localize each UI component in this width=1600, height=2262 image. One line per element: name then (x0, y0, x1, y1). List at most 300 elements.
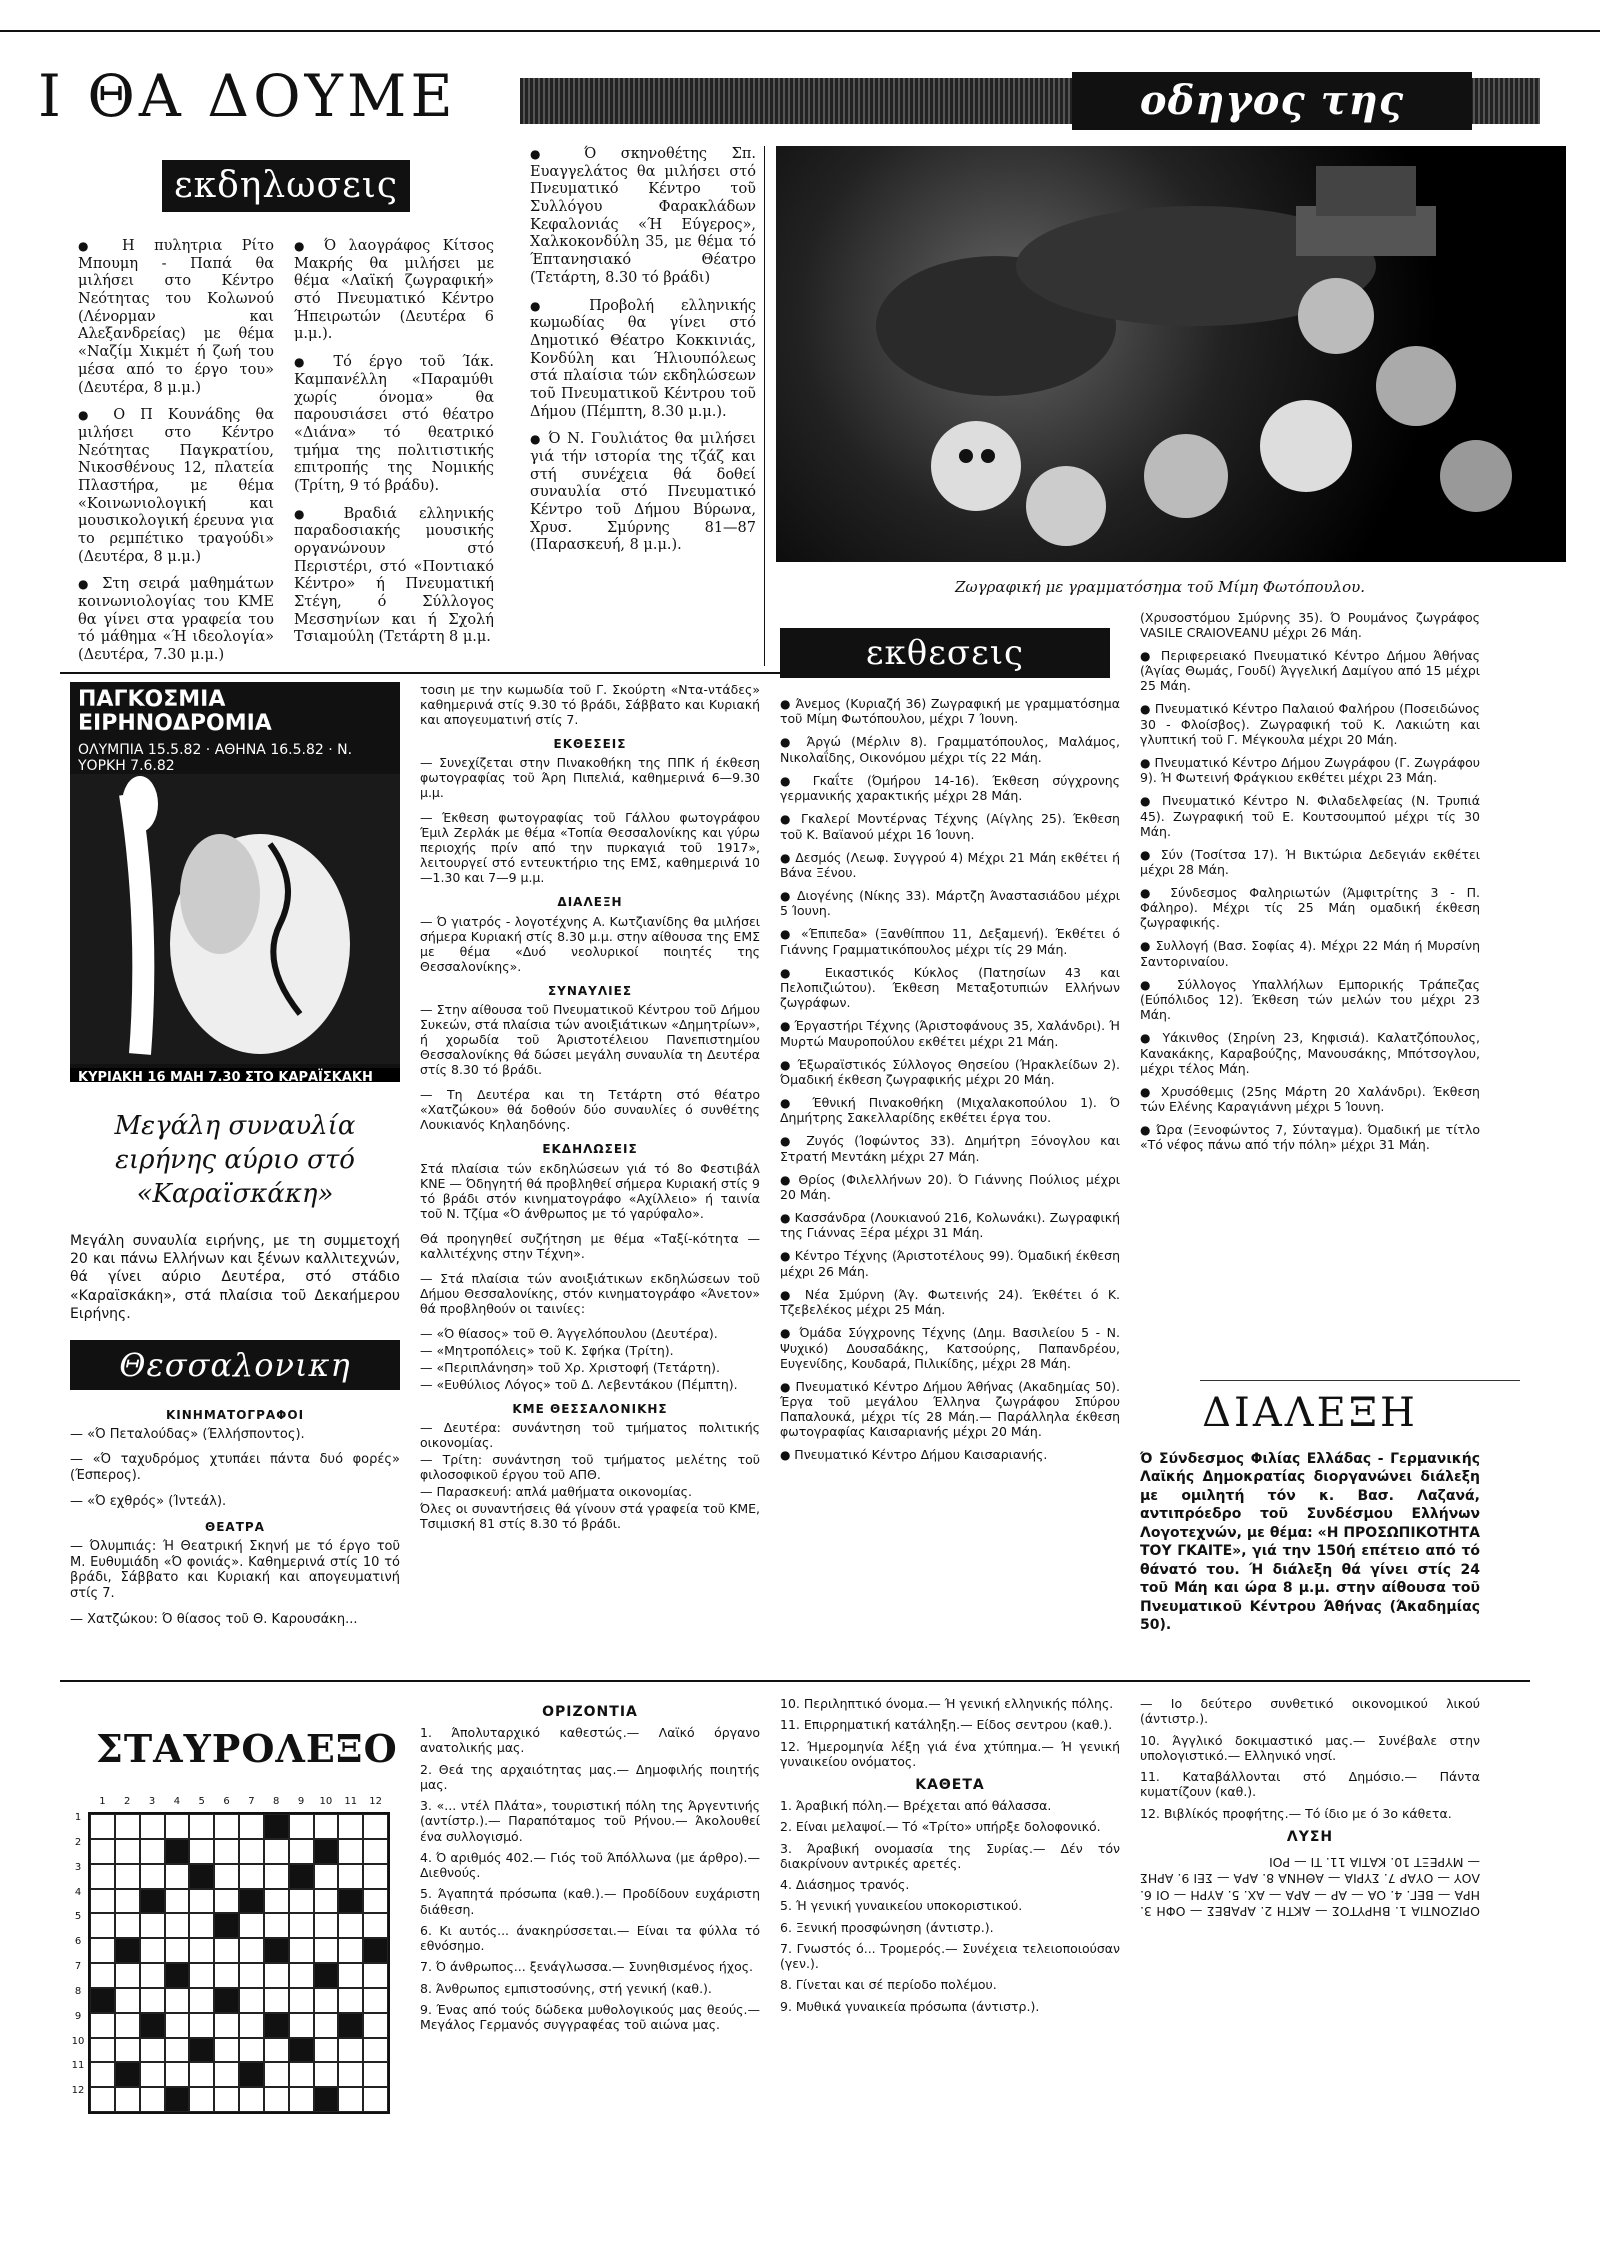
heading-cinemas: ΚΙΝΗΜΑΤΟΓΡΑΦΟΙ (165, 1408, 305, 1422)
crossword-cell[interactable] (239, 1963, 264, 1988)
clue: 9. Μυθικά γυναικεία πρόσωπα (άντιστρ.). (780, 1998, 1040, 2014)
crossword-number: 1 (74, 1812, 82, 1823)
crossword-cell[interactable] (165, 1938, 190, 1963)
crossword-block (165, 2087, 190, 2112)
listing-item: — Τη Δευτέρα και τη Τετάρτη στό θέατρο «Χατζώκου» θά δοθούν δύο συναυλίες ό συνθέτης Λουκιανός Κηλαηδόνης. (420, 1087, 760, 1133)
crossword-block (239, 1889, 264, 1914)
clue: 4. Διάσημος τρανός. (780, 1877, 910, 1893)
listing-item: — Στην αίθουσα τοῦ Πνευματικοῦ Κέντρου τοῦ Δήμου Συκεών, στά πλαίσια τών ανοιξιάτικων «Δημητρίων», ή χορωδία τοῦ Άριστοτέλειου Πανεπιστημίου Θεσσαλονίκης θά δώσει μεγάλη συναυλία τη Δευτέρα στίς 8.30 τό βράδι. (420, 1002, 760, 1078)
events-column-2 (294, 238, 494, 657)
crossword-cell[interactable] (363, 1913, 388, 1938)
crossword-cell[interactable] (289, 1938, 314, 1963)
crossword-cell[interactable] (214, 2013, 239, 2038)
runner-illustration (70, 774, 400, 1064)
event-item: ● Βραδιά ελληνικής παραδοσιακής μουσικής οργανώνουν στό Περιστέρι, στό «Ποντιακό Κέντρο» ή Πνευματική Στέγη, ό Σύλλογος Μεσσηνίων και ή Σχολή Τσιαμούλη (Τετάρτη 8 μ.μ. (294, 506, 494, 648)
crossword-cell[interactable] (214, 1963, 239, 1988)
listing-item: — Έκθεση φωτογραφίας τοῦ Γάλλου φωτογράφου Έμιλ Ζερλάκ με θέμα «Τοπία Θεσσαλονίκης και γύρω περιοχής πρίν από την πυρκαγιά τοῦ 1917», λειτουργεί στό εντευκτήριο της ΕΜΣ, καθημερινά 10—1.30 και 7—9 μ.μ. (420, 810, 760, 886)
crossword-cell[interactable] (140, 2038, 165, 2063)
crossword-cell[interactable] (115, 1814, 140, 1839)
exhibition-item: ● Σύλλογος Υπαλλήλων Εμπορικής Τράπεζας (Εύπόλιδος 12). Έκθεση τών μελών του μέχρι 23 Μάη. (1140, 977, 1480, 1022)
crossword-cell[interactable] (189, 1814, 214, 1839)
crossword-cell[interactable] (140, 1988, 165, 2013)
crossword-cell[interactable] (264, 1913, 289, 1938)
crossword-cell[interactable] (338, 1988, 363, 2013)
crossword-block (214, 1913, 239, 1938)
crossword-number: 4 (74, 1886, 82, 1898)
crossword-cell[interactable] (214, 1889, 239, 1914)
crossword-cell[interactable] (140, 2062, 165, 2087)
crossword-rule (60, 1680, 1530, 1682)
crossword-cell[interactable] (363, 2062, 388, 2087)
crossword-cell[interactable] (264, 1839, 289, 1864)
crossword-block (214, 1988, 239, 2013)
crossword-number: 12 (369, 1796, 382, 1807)
exhibition-item: ● Πνευματικό Κέντρο Δήμου Άθήνας (Ακαδημίας 50). Έργα τοῦ μεγάλου Έλληνα ζωγράφου Σπύρου Παπαλουκά, μέχρι τίς 28 Μάη.— Παράλληλα έκθεση φωτογραφίας Καισαριανής μέχρι 20 Μάη. (780, 1379, 1120, 1439)
page-title: Ι ΘΑ ΔΟΥΜΕ (38, 62, 457, 130)
crossword-across-clues (420, 1696, 760, 2038)
clue: 6. Κι αυτός... άνακηρύσσεται.— Είναι τα φύλλα τό εθνόσημο. (420, 1922, 760, 1954)
section-banner-thessaloniki: Θεσσαλονικη (70, 1340, 400, 1390)
crossword-cell[interactable] (90, 1889, 115, 1914)
heading-concerts: ΣΥΝΑΥΛΙΕΣ (547, 983, 633, 998)
exhibitions-column-1 (780, 696, 1120, 1470)
crossword-cell[interactable] (189, 2013, 214, 2038)
clue: 2. Είναι μελαψοί.— Τό «Τρίτο» υπήρξε δολοφονικό. (780, 1819, 1101, 1835)
crossword-number: 7 (74, 1961, 82, 1972)
exhibition-item: ● Πνευματικό Κέντρο Παλαιού Φαλήρου (Ποσειδώνος 30 - Φλοίσβος). Ζωγραφική τοῦ Κ. Λακιώτη και γλυπτική τοῦ Γ. Μέγκουλα μέχρι 20 Μάη. (1140, 701, 1480, 746)
section-rule (60, 672, 780, 674)
crossword-cell[interactable] (140, 2087, 165, 2112)
crossword-cell[interactable] (289, 1889, 314, 1914)
crossword-block (115, 1938, 140, 1963)
clue: 11. Καταβάλλονται στό Δημόσιο.— Πάντα κυματίζουν (καθ.). (1140, 1769, 1480, 1800)
crossword-cell[interactable] (264, 2038, 289, 2063)
exhibition-item: (Χρυσοστόμου Σμύρνης 35). Ό Ρουμάνος ζωγράφος VASILE CRAIOVEANU μέχρι 26 Μάη. (1140, 610, 1480, 640)
crossword-cell[interactable] (115, 2013, 140, 2038)
crossword-cell[interactable] (363, 1839, 388, 1864)
clue: 3. «... ντέλ Πλάτα», τουριστική πόλη της Άργεντινής (αντίστρ.).— Παραπόταμος τοῦ Ρήνου.— Άκολουθεί ένα συλλογισμό. (420, 1798, 760, 1844)
crossword-cell[interactable] (363, 1889, 388, 1914)
crossword-cell[interactable] (314, 2038, 339, 2063)
crossword-cell[interactable] (115, 1889, 140, 1914)
listing-item: — «Ευθύλιος Λόγος» τοῦ Δ. Λεβεντάκου (Πέμπτη). (420, 1376, 738, 1392)
crossword-block (264, 2013, 289, 2038)
exhibition-item: ● Έργαστήρι Τέχνης (Άριστοφάνους 35, Χαλάνδρι). Ή Μυρτώ Μαυροπούλου εκθέτει μέχρι 21 Μάη. (780, 1018, 1120, 1048)
crossword-cell[interactable] (289, 1963, 314, 1988)
crossword-cell[interactable] (314, 2013, 339, 2038)
crossword-number: 11 (71, 2060, 85, 2072)
clue: 3. Άραβική ονομασία της Συρίας.— Δέν τόν διακρίνουν αντρικές αρετές. (780, 1840, 1120, 1871)
crossword-cell[interactable] (115, 1864, 140, 1889)
exhibition-item: ● Διογένης (Νίκης 33). Μάρτζη Άναστασιάδου μέχρι 5 Ίουνη. (780, 888, 1120, 918)
crossword-cell[interactable] (239, 1864, 264, 1889)
event-item: ● Ο Π Κουνάδης θα μιλήσει στο Κέντρο Νεότητας Παγκρατίου, Νικοσθένους 12, πλατεία Πλαστήρα, με θέμα «Κοινωνιολογική και μουσικολογική έρευνα για το ρεμπέτικο τραγούδι» (Δευτέρα, 8 μ.μ.) (78, 407, 274, 566)
clue: 5. Ή γενική γυναικείου υποκοριστικού. (780, 1898, 1023, 1914)
crossword-cell[interactable] (338, 2038, 363, 2063)
crossword-cell[interactable] (214, 1864, 239, 1889)
crossword-block (140, 2013, 165, 2038)
crossword-cell[interactable] (363, 1963, 388, 1988)
crossword-cell[interactable] (264, 2087, 289, 2112)
crossword-cell[interactable] (338, 2087, 363, 2112)
clue: 11. Επιρρηματική κατάληξη.— Είδος σεντρου (καθ.). (780, 1717, 1113, 1733)
heading-exhibitions: ΕΚΘΕΣΕΙΣ (553, 737, 627, 751)
crossword-number: 1 (99, 1796, 106, 1807)
crossword-cell[interactable] (90, 1913, 115, 1938)
thessaloniki-left-column (70, 1400, 400, 1638)
crossword-cell[interactable] (189, 1988, 214, 2013)
crossword-cell[interactable] (338, 1864, 363, 1889)
event-item: ● Ό σκηνοθέτης Σπ. Ευαγγελάτος θα μιλήσει στό Πνευματικό Κέντρο τοῦ Συλλόγου Φαρακλάδων Κεφαλονιάς «Ή Εύγερος», Χαλκοκονδύλη 35, με θέμα τό Έπτανησιακό Θέατρο (Τετάρτη, 8.30 τό βράδι) (530, 146, 756, 288)
photo-caption: Ζωγραφική με γραμματόσημα τοῦ Μίμη Φωτόπουλου. (954, 578, 1366, 596)
crossword-cell[interactable] (289, 2013, 314, 2038)
crossword-block (363, 1938, 388, 1963)
section-banner-ektheseis: εκθεσεις (780, 628, 1110, 678)
crossword-cell[interactable] (115, 1963, 140, 1988)
crossword-cell[interactable] (140, 1864, 165, 1889)
crossword-block (338, 1889, 363, 1914)
crossword-cell[interactable] (90, 2038, 115, 2063)
section-banner-ekdiloseis: εκδηλωσεις (162, 160, 410, 212)
event-item: ● Ό Ν. Γουλιάτος θα μιλήσει γιά τήν ιστορία της τζάζ και στή συνέχεια θά δοθεί συναυλία στό Πνευματικό Κέντρο τοῦ Δήμου Βύρωνα, Χρυσ. Σμύρνης 81—87 (Παρασκευή, 8 μ.μ.). (530, 431, 756, 555)
exhibition-item: ● Πνευματικό Κέντρο Ν. Φιλαδελφείας (Ν. Τρυπιά 45). Ζωγραφική τοῦ Ε. Κουτσουμπού μέχρι τίς 30 Μάη. (1140, 793, 1480, 838)
crossword-number: 2 (124, 1796, 131, 1807)
crossword-block (165, 1839, 190, 1864)
exhibition-item: ● Σύν (Τοσίτσα 17). Ή Βικτώρια Δεδεγιάν εκθέτει μέχρι 28 Μάη. (1140, 847, 1480, 877)
crossword-cell[interactable] (115, 2087, 140, 2112)
crossword-cell[interactable] (90, 2062, 115, 2087)
listing-item: — «Ό Πεταλούδας» (Έλλήσποντος). (70, 1426, 305, 1442)
crossword-number: 2 (74, 1836, 82, 1848)
heading-across: ΟΡΙΖΟΝΤΙΑ (542, 1704, 638, 1720)
crossword-block (264, 1938, 289, 1963)
heading-solution: ΛΥΣΗ (1286, 1828, 1334, 1845)
exhibition-item: ● Όμάδα Σύγχρονης Τέχνης (Δημ. Βασιλείου 5 - Ν. Ψυχικό) Δουσαδάκης, Κατσούρης, Παπανδρέου, Ευγενίδης, Κουδαρά, Πιλικίδης, μέχρι 28 Μάη. (780, 1325, 1120, 1370)
exhibition-item: ● Έξωραϊστικός Σύλλογος Θησείου (Ήρακλείδων 2). Όμαδική έκθεση ζωγραφικής μέχρι 20 Μάη. (780, 1057, 1120, 1087)
crossword-number: 8 (273, 1796, 280, 1807)
crossword-cell[interactable] (165, 2038, 190, 2063)
events-column-1 (78, 238, 274, 675)
exhibition-item: ● Έθνική Πινακοθήκη (Μιχαλακοπούλου 1). Ό Δημήτρης Σακελλαρίδης εκθέτει έργα του. (780, 1095, 1120, 1125)
clue: 2. Θεά της αρχαιότητας μας.— Δημοφιλής ποιητής μας. (420, 1761, 760, 1792)
crossword-cell[interactable] (314, 1913, 339, 1938)
listing-item: — Δευτέρα: συνάντηση τοῦ τμήματος πολιτικής οικονομίας. (420, 1419, 760, 1450)
crossword-cell[interactable] (214, 1839, 239, 1864)
crossword-cell[interactable] (189, 1913, 214, 1938)
clue: — Ιο δεύτερο συνθετικό οικονομικού λικού (άντιστρ.). (1140, 1696, 1480, 1727)
crossword-cell[interactable] (239, 2087, 264, 2112)
crossword-cell[interactable] (165, 2062, 190, 2087)
crossword-cell[interactable] (115, 1988, 140, 2013)
crossword-cell[interactable] (140, 1963, 165, 1988)
crossword-number: 5 (198, 1796, 205, 1807)
column-divider (764, 146, 765, 666)
exhibition-item: ● Πνευματικό Κέντρο Δήμου Ζωγράφου (Γ. Ζωγράφου 9). Ή Φωτεινή Φράγκιου εκθέτει μέχρι 23 Μάη. (1140, 755, 1480, 785)
dialexi-rule (1200, 1380, 1520, 1381)
crossword-cell[interactable] (239, 1814, 264, 1839)
crossword-cell[interactable] (363, 2013, 388, 2038)
crossword-cell[interactable] (289, 1814, 314, 1839)
crossword-cell[interactable] (289, 2062, 314, 2087)
crossword-cell[interactable] (165, 1864, 190, 1889)
crossword-cell[interactable] (165, 1889, 190, 1914)
exhibition-item: ● Σύνδεσμος Φαληριωτών (Άμφιτρίτης 3 - Π. Φάληρο). Μέχρι τίς 25 Μάη ομαδική έκθεση ζωγραφικής. (1140, 885, 1480, 930)
crossword-number: 12 (71, 2085, 85, 2097)
listing-item: Στά πλαίσια τών εκδηλώσεων γιά τό 8ο Φεστιβάλ ΚΝΕ — Όδηγητή θά προβληθεί σήμερα Κυριακή στίς 9 τό βράδι στόν κινηματογράφο «Αχίλλειο» ή ταινία τοῦ Ν. Τζίμα «Ό άνθρωπος με τό γαρύφαλο». (420, 1160, 760, 1221)
crossword-column-numbers (90, 1796, 388, 1807)
crossword-number: 8 (74, 1985, 82, 1997)
crossword-number: 3 (74, 1861, 82, 1873)
listing-item: — «Ό ταχυδρόμος χτυπάει πάντα δυό φορές» (Έσπερος). (70, 1452, 400, 1484)
weekly-guide-banner: οδηγος της (1072, 72, 1472, 130)
crossword-cell[interactable] (214, 2062, 239, 2087)
crossword-cell[interactable] (115, 1839, 140, 1864)
crossword-cell[interactable] (314, 1988, 339, 2013)
crossword-cell[interactable] (314, 1864, 339, 1889)
crossword-cell[interactable] (90, 1963, 115, 1988)
crossword-number: 10 (71, 2035, 85, 2047)
exhibition-item: ● Χρυσόθεμις (25ης Μάρτη 20 Χαλάνδρι). Έκθεση τών Ελένης Καραγιάννη μέχρι 5 Ίουνη. (1140, 1084, 1480, 1114)
crossword-cell[interactable] (189, 1963, 214, 1988)
crossword-row-numbers (70, 1812, 86, 2110)
crossword-block (314, 1963, 339, 1988)
clue: 1. Άραβική πόλη.— Βρέχεται από θάλασσα. (780, 1798, 1052, 1814)
exhibition-item: ● Ώρα (Ξενοφώντος 7, Σύνταγμα). Όμαδική με τίτλο «Τό νέφος πάνω από τήν πόλη» μέχρι 31 Μάη. (1140, 1122, 1480, 1152)
clue: 10. Άγγλικό δοκιμαστικό μας.— Συνέβαλε στην υπολογιστικό.— Ελληνικό νησί. (1140, 1732, 1480, 1763)
exhibition-item: ● Εικαστικός Κύκλος (Πατησίων 43 και Πελοπιζιώτου). Έκθεση Μεταξοτυπιών Ελλήνων ζωγράφων. (780, 965, 1120, 1010)
clue: 7. Γνωστός ό... Τρομερός.— Συνέχεια τελειοποιούσαν (γεν.). (780, 1940, 1120, 1972)
crossword-solution-column (1140, 1696, 1480, 1919)
crossword-cell[interactable] (338, 2062, 363, 2087)
event-item: ● Προβολή ελληνικής κωμωδίας θα γίνει στό Δημοτικό Θέατρο Κοκκινιάς, Κονδύλη και Ήλιουπόλεως στά πλαίσια τών εκδηλώσεων τοῦ Πνευματικοῦ Κέντρου τοῦ Δήμου (Πέμπτη, 8.30 μ.μ.). (530, 298, 756, 422)
crossword-block (338, 2013, 363, 2038)
crossword-cell[interactable] (90, 1839, 115, 1864)
heading-lecture: ΔΙΑΛΕΞΗ (557, 895, 623, 910)
crossword-cell[interactable] (189, 1889, 214, 1914)
crossword-number: 6 (223, 1796, 230, 1807)
listing-item: — Παρασκευή: απλά μαθήματα οικονομίας. (420, 1483, 692, 1499)
event-item: ● Ό λαογράφος Κίτσος Μακρής θα μιλήσει με θέμα «Λαϊκή ζωγραφική» στό Πνευματικό Κέντρο Ήπειρωτών (Δευτέρα 6 μ.μ.). (294, 238, 494, 344)
listing-item: — Όλυμπιάς: Ή Θεατρική Σκηνή με τό έργο τοῦ Μ. Ευθυμιάδη «Ό φονιάς». Καθημερινά στίς 10 τό βράδι, Σάββατο και Κυριακή και απογευματινή στίς 7. (70, 1538, 400, 1602)
crossword-cell[interactable] (90, 2087, 115, 2112)
crossword-block (115, 2062, 140, 2087)
listing-item: — «Περιπλάνηση» τοῦ Χρ. Χριστοφή (Τετάρτη). (420, 1359, 721, 1375)
crossword-cell[interactable] (90, 2013, 115, 2038)
crossword-block (189, 2038, 214, 2063)
crossword-cell[interactable] (289, 1913, 314, 1938)
crossword-cell[interactable] (338, 1963, 363, 1988)
crossword-cell[interactable] (264, 2062, 289, 2087)
clue: 10. Περιληπτικό όνομα.— Ή γενική ελληνικής πόλης. (780, 1696, 1114, 1711)
crossword-block (239, 2062, 264, 2087)
crossword-cell[interactable] (189, 1839, 214, 1864)
crossword-number: 3 (148, 1796, 156, 1807)
crossword-cell[interactable] (140, 1839, 165, 1864)
exhibition-item: ● Θρίος (Φιλελλήνων 20). Ό Γιάννης Πούλιος μέχρι 20 Μάη. (780, 1172, 1120, 1202)
crossword-cell[interactable] (363, 2087, 388, 2112)
crossword-grid[interactable] (88, 1812, 390, 2114)
crossword-cell[interactable] (239, 1913, 264, 1938)
top-rule (0, 30, 1600, 32)
crossword-cell[interactable] (140, 1913, 165, 1938)
crossword-cell[interactable] (363, 2038, 388, 2063)
crossword-number: 9 (74, 2010, 82, 2022)
listing-item: — Ό γιατρός - λογοτέχνης Α. Κωτζιανίδης θα μιλήσει σήμερα Κυριακή στίς 8.30 μ.μ. στην αίθουσα της ΕΜΣ με θέμα «Δυό νεολυρικοί ποιητές της Θεσσαλονίκης». (420, 913, 760, 974)
crossword-cell[interactable] (239, 1839, 264, 1864)
crossword-number: 9 (297, 1796, 305, 1807)
clue: 7. Ό άνθρωπος... ξενάγλωσσα.— Συνηθισμένος ήχος. (420, 1959, 754, 1975)
thessaloniki-middle-column (420, 682, 760, 1541)
event-item: ● Η πυλητρια Ρίτο Μπουμη - Παπά θα μιλήσει στο Κέντρο Νεότητας του Κολωνού (Λένορμαν και Αλεξανδρείας) με θέμα «Ναζίμ Χικμέτ ή ζωή του μέσα από το έργο του» (Δευτέρα, 8 μ.μ.) (78, 238, 274, 397)
crossword-block (289, 1864, 314, 1889)
crossword-cell[interactable] (239, 2013, 264, 2038)
crossword-block (90, 1988, 115, 2013)
concert-body: Μεγάλη συναυλία ειρήνης, με τη συμμετοχή 20 και πάνω Ελλήνων και ξένων καλλιτεχνών, θά γίνει αύριο Δευτέρα, στό στάδιο «Καραϊσκάκη», στά πλαίσια τοῦ Δεκαήμερου Ειρήνης. (70, 1233, 400, 1322)
crossword-cell[interactable] (338, 1938, 363, 1963)
listing-item: — Τρίτη: συνάντηση τοῦ τμήματος μελέτης τοῦ φιλοσοφικοῦ έργου τοῦ ΑΠΘ. (420, 1451, 760, 1482)
crossword-cell[interactable] (314, 2062, 339, 2087)
crossword-cell[interactable] (338, 1913, 363, 1938)
crossword-cell[interactable] (90, 1814, 115, 1839)
photo-artwork (776, 146, 1566, 562)
crossword-cell[interactable] (363, 1988, 388, 2013)
crossword-cell[interactable] (165, 1913, 190, 1938)
crossword-cell[interactable] (239, 1988, 264, 2013)
events-column-3 (530, 146, 756, 565)
crossword-cell[interactable] (140, 1814, 165, 1839)
clue: 12. Ήμερομηνία λέξη γιά ένα χτύπημα.— Ή γενική γυναικείου ονόματος. (780, 1738, 1120, 1769)
crossword-cell[interactable] (90, 1938, 115, 1963)
exhibition-item: ● Κέντρο Τέχνης (Άριστοτέλους 99). Όμαδική έκθεση μέχρι 26 Μάη. (780, 1248, 1120, 1278)
crossword-cell[interactable] (289, 1839, 314, 1864)
crossword-cell[interactable] (239, 2038, 264, 2063)
crossword-cell[interactable] (189, 2062, 214, 2087)
exhibition-item: ● Συλλογή (Βασ. Σοφίας 4). Μέχρι 22 Μάη ή Μυρσίνη Σαντοριναίου. (1140, 938, 1480, 968)
exhibition-item: ● Κασσάνδρα (Λουκιανού 216, Κολωνάκι). Ζωγραφική της Γιάννας Ξέρα μέχρι 31 Μάη. (780, 1210, 1120, 1240)
crossword-cell[interactable] (338, 1839, 363, 1864)
crossword-number: 4 (173, 1796, 181, 1807)
crossword-cell[interactable] (289, 2087, 314, 2112)
crossword-block (314, 1839, 339, 1864)
crossword-cell[interactable] (289, 1988, 314, 2013)
heading-kme: ΚΜΕ ΘΕΣΣΑΛΟΝΙΚΗΣ (512, 1401, 668, 1416)
listing-item: — Συνεχίζεται στην Πινακοθήκη της ΠΠΚ ή έκθεση φωτογραφίας τοῦ Άρη Πιπελιά, καθημερινά 6—9.30 μ.μ. (420, 755, 760, 801)
exhibition-item: ● Γκαλερί Μοντέρνας Τέχνης (Αίγλης 25). Έκθεση τοῦ Κ. Βαϊανού μέχρι 16 Ίουνη. (780, 811, 1120, 841)
crossword-block (165, 1963, 190, 1988)
poster-footer: ΚΥΡΙΑΚΗ 16 ΜΑΗ 7.30 ΣΤΟ ΚΑΡΑΪΣΚΑΚΗ (70, 1068, 400, 1082)
crossword-cell[interactable] (115, 1913, 140, 1938)
crossword-cell[interactable] (189, 2087, 214, 2112)
exhibition-item: ● Γκαΐτε (Όμήρου 14-16). Έκθεση σύγχρονης γερμανικής χαρακτικής μέχρι 28 Μάη. (780, 773, 1120, 803)
crossword-cell[interactable] (338, 1814, 363, 1839)
exhibition-item: ● Ζυγός (Ίοφώντος 33). Δημήτρη Ξόνογλου και Στρατή Μεντάκη μέχρι 27 Μάη. (780, 1133, 1120, 1163)
exhibition-item: ● Υάκινθος (Σηρίνη 23, Κηφισιά). Καλατζόπουλος, Κανακάκης, Καραβούζης, Μανουσάκης, Μπότσογλου, μέχρι τέλος Μάη. (1140, 1030, 1480, 1075)
crossword-block (314, 2087, 339, 2112)
crossword-number: 10 (319, 1796, 333, 1807)
crossword-cell[interactable] (214, 2038, 239, 2063)
listing-item: Θά προηγηθεί συζήτηση με θέμα «Ταξί-κότητα — καλλιτέχνης στην Τέχνη». (420, 1230, 760, 1261)
concert-headline: Μεγάλη συναυλία ειρήνης αύριο στό «Καραϊσκάκη» (114, 1111, 356, 1209)
stamp-painting-photo (776, 146, 1566, 562)
crossword-cell[interactable] (239, 1938, 264, 1963)
event-item: ● Στη σειρά μαθημάτων κοινωνιολογίας του ΚΜΕ θα γίνει στα γραφεία του τό μάθημα «Ή ιδεολογία» (Δευτέρα, 7.30 μ.μ.) (78, 576, 274, 664)
clue: 1. Άπολυταρχικό καθεστώς.— Λαϊκό όργανο ανατολικής μας. (420, 1725, 760, 1756)
crossword-cell[interactable] (165, 1814, 190, 1839)
crossword-cell[interactable] (314, 1938, 339, 1963)
crossword-cell[interactable] (363, 1864, 388, 1889)
crossword-cell[interactable] (264, 1988, 289, 2013)
exhibition-item: ● Άργώ (Μέρλιν 8). Γραμματόπουλος, Μαλάμος, Νικολαΐδης, Οικονόμου μέχρι τίς 22 Μάη. (780, 734, 1120, 764)
exhibition-item: ● «Έπιπεδα» (Ξανθίππου 11, Δεξαμενή). Έκθέτει ό Γιάννης Γραμματικόπουλος μέχρι τίς 29 Μάη. (780, 926, 1120, 956)
crossword-cell[interactable] (165, 1988, 190, 2013)
crossword-block (264, 1814, 289, 1839)
event-item: ● Τό έργο τοῦ Ίάκ. Καμπανέλλη «Παραμύθι χωρίς όνομα» θα παρουσιάσει στό θέατρο «Διάνα» τό θεατρικό τμήμα της πολιτιστικής επιτροπής της Νομικής (Τρίτη, 9 τό βράδυ). (294, 354, 494, 496)
crossword-cell[interactable] (214, 2087, 239, 2112)
crossword-number: 5 (74, 1911, 82, 1923)
clue: 6. Ξενική προσφώνηση (άντιστρ.). (780, 1919, 994, 1935)
lecture-heading: ΔΙΑΛΕΞΗ (1202, 1390, 1418, 1436)
crossword-cell[interactable] (189, 1938, 214, 1963)
clue: 4. Ό αριθμός 402.— Γιός τοῦ Άπόλλωνα (με άρθρο).— Διεθνούς. (420, 1849, 760, 1881)
crossword-cell[interactable] (363, 1814, 388, 1839)
crossword-cell[interactable] (165, 2013, 190, 2038)
listing-item: — «Ό θίασος» τοῦ Θ. Άγγελόπουλου (Δευτέρα). (420, 1325, 718, 1341)
exhibition-item: ● Πνευματικό Κέντρο Δήμου Καισαριανής. (780, 1447, 1120, 1462)
crossword-cell[interactable] (264, 1889, 289, 1914)
exhibition-item: ● Νέα Σμύρνη (Άγ. Φωτεινής 24). Έκθέτει ό Κ. Τζεβελέκος μέχρι 25 Μάη. (780, 1287, 1120, 1317)
crossword-cell[interactable] (214, 1814, 239, 1839)
clue: 8. Άνθρωπος εμπιστοσύνης, στή γενική (καθ.). (420, 1980, 712, 1996)
poster-title: ΠΑΓΚΟΣΜΙΑ ΕΙΡΗΝΟΔΡΟΜΙΑ (78, 687, 272, 737)
listing-item: — «Μητροπόλεις» τοῦ Κ. Σφήκα (Τρίτη). (420, 1342, 674, 1358)
lecture-body: Ό Σύνδεσμος Φιλίας Ελλάδας - Γερμανικής Λαϊκής Δημοκρατίας διοργανώνει διάλεξη με ομιλητή τόν κ. Βασ. Λαζανά, αντιπρόεδρο τοῦ Συνδέσμου Ελλήνων Λογοτεχνών, με θέμα: «Η ΠΡΟΣΩΠΙΚΟΤΗΤΑ ΤΟΥ ΓΚΑΙΤΕ», γιά την 150ή επέτειο από τό θάνατό του. Ή διάλεξη θά γίνει στίς 24 τοῦ Μάη και ώρα 8 μ.μ. στην αίθουσα τοῦ Πνευματικοῦ Κέντρου Άθήνας (Άκαδημίας 50). (1140, 1451, 1480, 1634)
listing-item: — Στά πλαίσια τών ανοιξιάτικων εκδηλώσεων τοῦ Δήμου Θεσσαλονίκης, στόν κινηματογράφο «Άνετον» θά προβληθούν οι ταινίες: (420, 1270, 760, 1316)
crossword-cell[interactable] (314, 1814, 339, 1839)
crossword-down-clues (780, 1696, 1120, 2020)
heading-down: ΚΑΘΕΤΑ (915, 1777, 985, 1793)
crossword-cell[interactable] (264, 1963, 289, 1988)
crossword-cell[interactable] (140, 1938, 165, 1963)
crossword-cell[interactable] (264, 1864, 289, 1889)
crossword-cell[interactable] (214, 1938, 239, 1963)
crossword-number: 11 (344, 1796, 358, 1807)
heading-theatres: ΘΕΑΤΡΑ (205, 1520, 265, 1535)
crossword-cell[interactable] (115, 2038, 140, 2063)
listing-item: Όλες οι συναντήσεις θά γίνουν στά γραφεία τοῦ ΚΜΕ, Τσιμισκή 81 στίς 8.30 τό βράδι. (420, 1500, 760, 1531)
listing-item: — «Ό εχθρός» (Ίντεάλ). (70, 1494, 227, 1510)
exhibition-item: ● Περιφερειακό Πνευματικό Κέντρο Δήμου Άθήνας (Άγίας Θωμάς, Γουδί) Άγγελική Δαμίγου από 15 μέχρι 25 Μάη. (1140, 648, 1480, 693)
crossword-title: ΣΤΑΥΡΟΛΕΞΟ (96, 1726, 398, 1771)
crossword-block (289, 2038, 314, 2063)
crossword-cell[interactable] (90, 1864, 115, 1889)
crossword-block (189, 1864, 214, 1889)
heading-events: ΕΚΔΗΛΩΣΕΙΣ (542, 1142, 638, 1157)
exhibition-item: ● Άνεμος (Κυριαζή 36) Ζωγραφική με γραμματόσημα τοῦ Μίμη Φωτόπουλου, μέχρι 7 Ίουνη. (780, 696, 1120, 726)
clue: 9. Ένας από τούς δώδεκα μυθολογικούς μας θεούς.— Μεγάλος Γερμανός συγγραφέας τοῦ αιώνα μας. (420, 2001, 760, 2033)
clue: 8. Γίνεται και σέ περίοδο πολέμου. (780, 1977, 997, 1993)
crossword-number: 7 (248, 1796, 255, 1807)
exhibition-item: ● Δεσμός (Λεωφ. Συγγρού 4) Μέχρι 21 Μάη εκθέτει ή Βάνα Ξένου. (780, 850, 1120, 880)
exhibitions-column-2 (1140, 610, 1480, 1160)
crossword-number: 6 (74, 1936, 82, 1948)
crossword-block (140, 1889, 165, 1914)
crossword-cell[interactable] (314, 1889, 339, 1914)
clue: 12. Βιβλίκός προφήτης.— Τό ίδιο με ό 3ο κάθετα. (1140, 1805, 1452, 1821)
listing-item: — Χατζώκου: Ό θίασος τοῦ Θ. Καρουσάκη... (70, 1612, 358, 1628)
poster-cities: ΟΛΥΜΠΙΑ 15.5.82 · ΑΘΗΝΑ 16.5.82 · Ν. ΥΟΡΚΗ 7.6.82 (78, 742, 353, 775)
crossword-solution: ΟΡΙΖΟΝΤΙΑ 1. ΒΗΡΥΤΟΣ — ΑΚΤΗ 2. ΑΡΑΒΕΣ — ΟΦΗ 3. ΗΡΑ — ΒΕΓ. 4. ΟΑ — ΑΡ — ΑΡΑ — ΑΧ. 5. ΑΥΡΗ — ΟΙ 6. ΛΟΥ — ΟΥΑΡ 7. ΣΥΡΙΑ — ΑΘΗΝΑ 8. ΑΡΑ — ΣΕΙ 9. ΑΡΗΣ — ΜΥΡΕΞΤ 10. ΚΑΤΙΑ 11. ΤΙ — ΡΟΙ (1140, 1855, 1480, 1919)
peace-run-poster (70, 682, 400, 1082)
